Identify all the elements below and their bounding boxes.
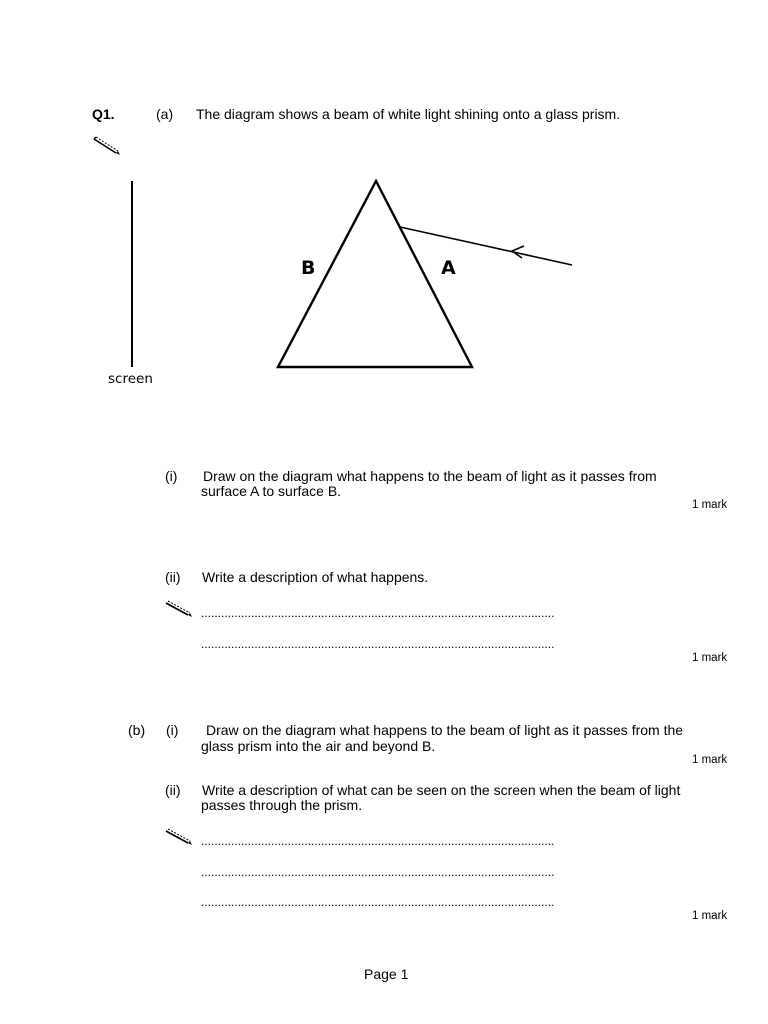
surface-b-label: B [301, 257, 316, 279]
part-a-i-line2: surface A to surface B. [201, 483, 342, 499]
pencil-icon [164, 828, 194, 848]
answer-line[interactable]: .......................................................................................................... [201, 895, 555, 909]
screen-label: screen [108, 371, 153, 387]
part-a-ii-mark: 1 mark [692, 652, 728, 664]
part-b-i-mark: 1 mark [692, 754, 728, 766]
part-a-ii-label: (ii) [165, 569, 181, 585]
part-b-label: (b) [128, 722, 146, 738]
prism-diagram [0, 0, 768, 420]
part-b-ii-line2: passes through the prism. [201, 797, 363, 813]
part-a-i-label: (i) [165, 468, 178, 484]
part-b-ii-label: (ii) [165, 782, 181, 798]
part-a-label: (a) [156, 106, 174, 122]
question-intro: The diagram shows a beam of white light shining onto a glass prism. [196, 106, 621, 122]
answer-line[interactable]: .......................................................................................................... [201, 606, 555, 620]
answer-line[interactable]: .......................................................................................................... [201, 865, 555, 879]
part-b-i-line1: Draw on the diagram what happens to the beam of light as it passes from the [206, 722, 684, 738]
part-b-ii-mark: 1 mark [692, 910, 728, 922]
part-a-ii-text: Write a description of what happens. [202, 569, 429, 585]
part-b-i-label: (i) [166, 722, 179, 738]
part-b-i-line2: glass prism into the air and beyond B. [201, 738, 436, 754]
pencil-icon [164, 600, 194, 620]
answer-line[interactable]: .......................................................................................................... [201, 637, 555, 651]
part-a-i-line1: Draw on the diagram what happens to the beam of light as it passes from [203, 468, 657, 484]
part-b-ii-line1: Write a description of what can be seen on the screen when the beam of light [202, 782, 681, 798]
part-a-i-mark: 1 mark [692, 499, 728, 511]
surface-a-label: A [441, 257, 456, 279]
answer-line[interactable]: .......................................................................................................... [201, 834, 555, 848]
light-beam [400, 227, 572, 265]
question-number: Q1. [92, 106, 115, 122]
page-number: Page 1 [364, 966, 409, 982]
arrow-head [512, 246, 524, 258]
